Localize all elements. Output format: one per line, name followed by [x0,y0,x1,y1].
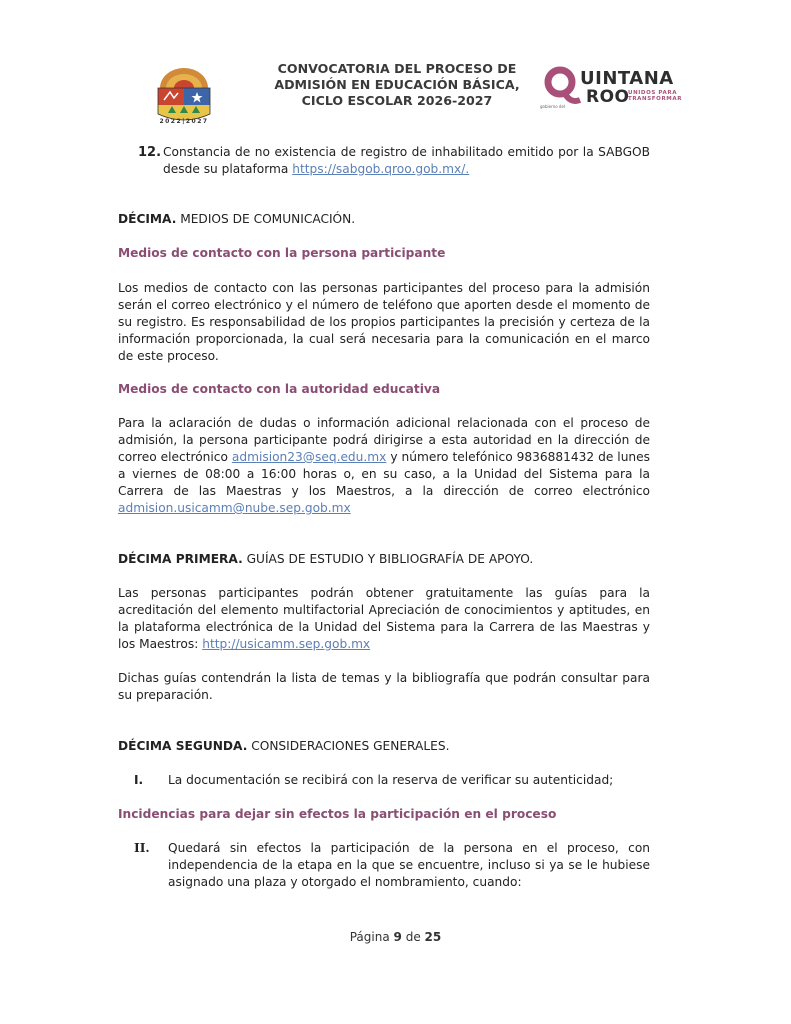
paragraph-study-guides [118,585,650,653]
logo-small-text: gobierno del [540,104,566,109]
paragraph-guides-content: Dichas guías contendrán la lista de temas y la bibliografía que podrán consultar para su preparación. [118,671,650,702]
section-decima-primera-heading [118,551,650,568]
page-header [0,0,791,135]
total-pages: 25 [424,930,442,944]
crest-year: 2022|2027 [159,118,209,125]
paragraph-contact-authority-body [118,415,650,500]
section-label: DÉCIMA SEGUNDA. [118,739,248,753]
logo-word-quintana: UINTANA [580,68,674,89]
sabgob-link[interactable]: https://sabgob.qroo.gob.mx/. [292,162,470,176]
usicamm-email-link[interactable]: admision.usicamm@nube.sep.gob.mx [118,501,351,515]
logo-tagline-2: TRANSFORMAR [628,96,683,102]
subheading-incidences: Incidencias para dejar sin efectos la participación en el proceso [118,807,557,821]
section-decima-segunda-heading [118,738,650,755]
paragraph-contact-participant: Los medios de contacto con las personas participantes del proceso para la admisión serán el correo electrónico y el número de teléfono que aporten desde el momento de su registro. Es responsabilidad de los propios participantes la precisión y certeza de la información proporcionada, la cual será necesaria para la comunicación en el marco de este proceso. [118,281,650,363]
section-label: DÉCIMA PRIMERA. [118,552,243,566]
item-number: 12. [138,145,162,160]
paragraph-contact-authority [118,415,650,517]
section-decima-heading [118,211,650,228]
logo-word-roo: ROO [586,87,630,107]
authority-text-1: Para la aclaración de dudas o información adicional relacionada con el proceso de admisión, la persona participante podrá dirigirse a esta autoridad en la dirección de correo electrónico [118,416,650,464]
authority-text-2: y número telefónico 9836881432 de lunes a viernes de 08:00 a 16:00 horas o, en su caso, a la Unidad del Sistema para la Carrera de las Maestras y los Maestros, a la dirección de correo electrónico [118,450,650,498]
item-number: II. [134,841,150,855]
section-title: GUÍAS DE ESTUDIO Y BIBLIOGRAFÍA DE APOYO. [242,552,534,566]
page-footer [0,930,791,944]
title-line-1: CONVOCATORIA DEL PROCESO DE [277,61,517,76]
of-word: de [405,930,421,944]
q-swirl-icon [542,64,582,108]
seq-email-link[interactable]: admision23@seq.edu.mx [231,450,387,464]
subheading-contact-participant: Medios de contacto con la persona participante [118,246,446,260]
study-guides-text: Las personas participantes podrán obtener gratuitamente las guías para la acreditación del elemento multifactorial Apreciación de conocimientos y aptitudes, en la plataforma electrónica de la Unidad del Sistema para la Carrera de las Maestras y los Maestros: [118,586,650,651]
usicamm-site-link[interactable]: http://usicamm.sep.gob.mx [202,637,371,651]
subheading-contact-authority: Medios de contacto con la autoridad educativa [118,382,441,396]
logo-tagline [628,90,682,102]
item-number: I. [134,773,144,787]
section-title: CONSIDERACIONES GENERALES. [247,739,450,753]
item-text: La documentación se recibirá con la reserva de verificar su autenticidad; [168,773,614,787]
logo-tagline-1: UNIDOS PARA [628,90,678,96]
document-title [262,61,532,109]
section-title: MEDIOS DE COMUNICACIÓN. [176,212,356,226]
quintana-roo-logo [540,64,683,114]
requirement-item-12 [138,144,650,178]
item-text-body: Constancia de no existencia de registro de inhabilitado emitido por la SABGOB desde su plataforma [163,145,650,176]
sun-rays-icon [160,68,208,88]
title-line-2: ADMISIÓN EN EDUCACIÓN BÁSICA, [274,77,520,92]
item-text [163,144,650,178]
item-text: Quedará sin efectos la participación de la persona en el proceso, con independencia de la etapa en la que se encuentre, incluso si ya se le hubiese asignado una plaza y otorgado el nombramiento, cuando: [168,841,650,889]
page-word: Página [349,930,390,944]
current-page-number: 9 [393,930,402,944]
section-label: DÉCIMA. [118,212,177,226]
title-line-3: CICLO ESCOLAR 2026-2027 [301,93,493,108]
